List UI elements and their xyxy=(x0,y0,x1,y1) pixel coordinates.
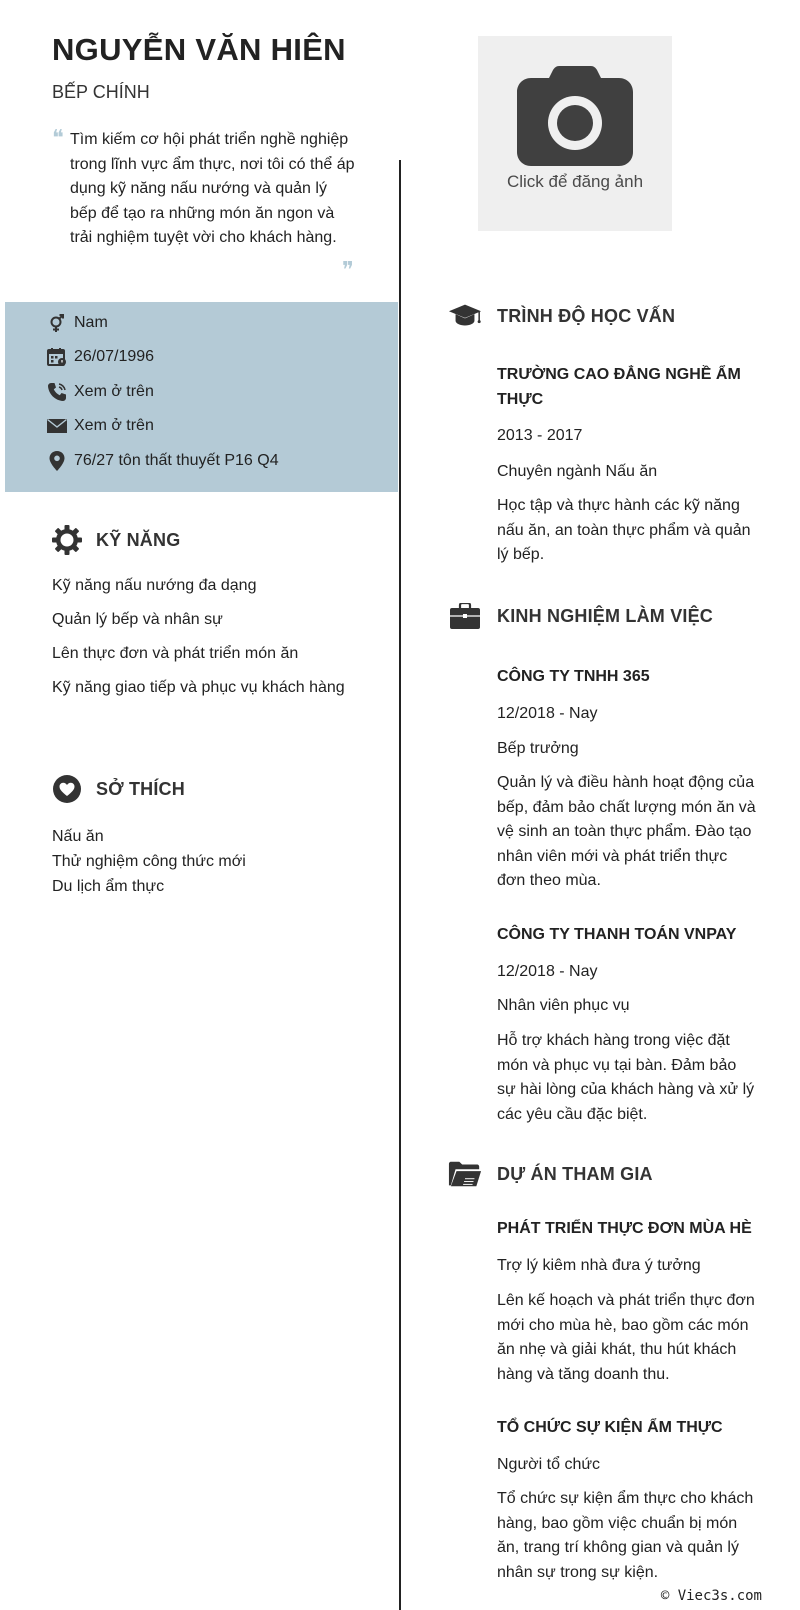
photo-upload[interactable] xyxy=(478,36,672,231)
project-name: PHÁT TRIỂN THỰC ĐƠN MÙA HÈ xyxy=(497,1220,752,1237)
experience-heading xyxy=(448,599,713,633)
location-icon xyxy=(46,450,68,472)
project-role: Trợ lý kiêm nhà đưa ý tưởng xyxy=(497,1257,701,1274)
skill-item: Lên thực đơn và phát triển món ăn xyxy=(52,645,299,662)
info-gender xyxy=(46,311,108,335)
experience-position: Nhân viên phục vụ xyxy=(497,997,630,1014)
calendar-icon xyxy=(46,346,68,368)
email-value: Xem ở trên xyxy=(74,417,154,434)
education-major: Chuyên ngành Nấu ăn xyxy=(497,463,658,480)
skills-heading-label: KỸ NĂNG xyxy=(96,529,181,550)
phone-value: Xem ở trên xyxy=(74,383,154,400)
experience-position: Bếp trưởng xyxy=(497,740,579,757)
column-divider xyxy=(399,160,401,1610)
info-phone xyxy=(46,380,154,404)
hobby-item: Nấu ăn xyxy=(52,828,104,845)
folder-icon xyxy=(448,1157,482,1191)
project-role: Người tổ chức xyxy=(497,1456,601,1473)
experience-description: Hỗ trợ khách hàng trong việc đặt món và phục vụ tại bàn. Đảm bảo sự hài lòng của khách hàng và xử lý các yêu cầu đặc biệt. xyxy=(497,1032,755,1123)
education-period: 2013 - 2017 xyxy=(497,427,583,444)
info-dob xyxy=(46,345,154,369)
phone-icon xyxy=(46,381,68,403)
photo-upload-label: Click để đăng ảnh xyxy=(506,172,644,191)
experience-company: CÔNG TY TNHH 365 xyxy=(497,668,650,685)
education-heading-label: TRÌNH ĐỘ HỌC VẤN xyxy=(497,305,676,326)
camera-icon xyxy=(517,66,633,166)
education-description: Học tập và thực hành các kỹ năng nấu ăn, an toàn thực phẩm và quản lý bếp. xyxy=(497,497,751,564)
project-name: TỔ CHỨC SỰ KIỆN ẨM THỰC xyxy=(497,1419,723,1436)
job-title: BẾP CHÍNH xyxy=(52,82,150,102)
quote-open-icon: ❝ xyxy=(52,126,64,151)
copyright[interactable]: © Viec3s.com xyxy=(660,1588,762,1604)
email-icon xyxy=(46,415,68,437)
hobbies-heading-label: SỞ THÍCH xyxy=(96,778,185,799)
hobby-item: Du lịch ẩm thực xyxy=(52,878,165,895)
info-email xyxy=(46,414,154,438)
gender-value: Nam xyxy=(74,314,108,331)
career-objective: Tìm kiếm cơ hội phát triển nghề nghiệp trong lĩnh vực ẩm thực, nơi tôi có thể áp dụng kỹ năng nấu nướng và quản lý bếp để tạo ra những món ăn ngon và trải nghiệm tuyệt vời cho khách hàng. xyxy=(70,131,355,247)
experience-period: 12/2018 - Nay xyxy=(497,705,598,722)
experience-description: Quản lý và điều hành hoạt động của bếp, đảm bảo chất lượng món ăn và vệ sinh an toàn thực phẩm. Đào tạo nhân viên mới và phát triển thực đơn theo mùa. xyxy=(497,774,756,890)
education-heading xyxy=(448,299,675,333)
gear-icon xyxy=(50,523,84,557)
quote-close-icon: ❞ xyxy=(342,258,354,283)
experience-company: CÔNG TY THANH TOÁN VNPAY xyxy=(497,926,737,943)
candidate-name: NGUYỄN VĂN HIÊN xyxy=(52,32,346,67)
experience-heading-label: KINH NGHIỆM LÀM VIỆC xyxy=(497,605,714,626)
skills-heading xyxy=(50,523,180,557)
graduation-cap-icon xyxy=(448,299,482,333)
experience-period: 12/2018 - Nay xyxy=(497,963,598,980)
skill-item: Quản lý bếp và nhân sự xyxy=(52,611,223,628)
project-description: Lên kế hoạch và phát triển thực đơn mới cho mùa hè, bao gồm các món ăn nhẹ và giải khát, thu hút khách hàng và tăng doanh thu. xyxy=(497,1292,755,1383)
hobbies-heading xyxy=(50,772,185,806)
skill-item: Kỹ năng giao tiếp và phục vụ khách hàng xyxy=(52,679,345,696)
hobby-item: Thử nghiệm công thức mới xyxy=(52,853,246,870)
education-school: TRƯỜNG CAO ĐẲNG NGHỀ ẨM THỰC xyxy=(497,366,741,408)
projects-heading xyxy=(448,1157,653,1191)
info-address xyxy=(46,449,279,473)
address-value: 76/27 tôn thất thuyết P16 Q4 xyxy=(74,452,279,469)
project-description: Tổ chức sự kiện ẩm thực cho khách hàng, bao gồm việc chuẩn bị món ăn, trang trí không gian và quản lý nhân sự trong sự kiện. xyxy=(497,1490,754,1581)
heart-icon xyxy=(50,772,84,806)
briefcase-icon xyxy=(448,599,482,633)
projects-heading-label: DỰ ÁN THAM GIA xyxy=(497,1163,653,1184)
gender-icon xyxy=(46,312,68,334)
dob-value: 26/07/1996 xyxy=(74,348,155,365)
skill-item: Kỹ năng nấu nướng đa dạng xyxy=(52,577,257,594)
